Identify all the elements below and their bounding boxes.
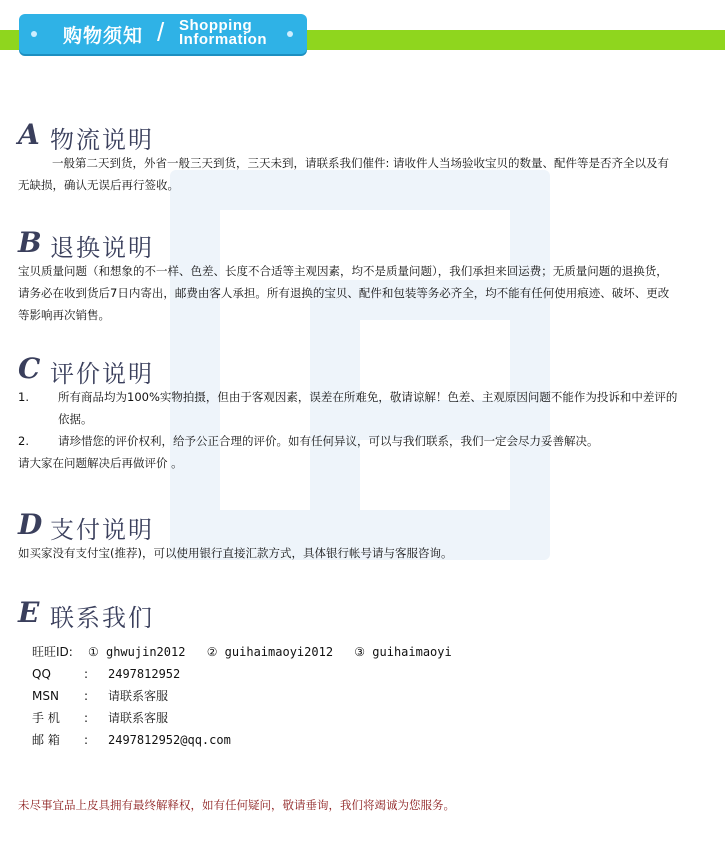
header-title-en <box>179 19 267 47</box>
section-letter: B <box>18 226 42 259</box>
section-contact <box>18 596 678 751</box>
contact-label: QQ <box>32 667 51 681</box>
reviews-item-1 <box>18 386 678 430</box>
section-returns-heading <box>18 226 678 260</box>
contact-label: 邮 箱 <box>32 733 60 747</box>
section-title: 退换说明 <box>50 234 154 262</box>
header-title-cn: 购物须知 <box>63 25 144 47</box>
header-title-badge <box>19 14 307 54</box>
msn-value: 请联系客服 <box>108 689 169 703</box>
email-value[interactable]: 2497812952@qq.com <box>108 733 231 747</box>
section-payment-heading <box>18 508 678 542</box>
contact-label: 旺旺ID: <box>32 645 73 659</box>
contact-row-wangwang <box>32 641 678 663</box>
wangwang-id[interactable]: ① ghwujin2012 <box>88 645 186 659</box>
contact-row-phone <box>32 707 678 729</box>
section-contact-heading <box>18 596 678 630</box>
reviews-item-text: 请珍惜您的评价权利，给予公正合理的评价。如有任何异议，可以与我们联系，我们一定会尽力妥善解决。 <box>58 434 599 448</box>
phone-value: 请联系客服 <box>108 711 169 725</box>
contact-row-msn <box>32 685 678 707</box>
qq-value: 2497812952 <box>108 667 181 681</box>
returns-text: 宝贝质量问题（和想象的不一样、色差、长度不合适等主观因素，均不是质量问题），我们承担来回运费；无质量问题的退换货，请务必在收到货后7日内寄出，邮费由客人承担。所有退换的宝贝、配件和包装等务必齐全，均不能有任何使用痕迹、破坏、更改等影响再次销售。 <box>18 264 670 322</box>
contact-list <box>18 641 678 751</box>
payment-text: 如买家没有支付宝(推荐)，可以使用银行直接汇款方式，具体银行帐号请与客服咨询。 <box>18 546 453 560</box>
header-slash: / <box>157 17 165 47</box>
wangwang-id[interactable]: ② guihaimaoyi2012 <box>206 645 334 659</box>
contact-row-qq <box>32 663 678 685</box>
reviews-item-text: 所有商品均为100%实物拍摄，但由于客观因素，误差在所难免，敬请谅解！色差、主观原因问题不能作为投诉和中差评的依据。 <box>58 390 678 426</box>
logistics-text: 一般第二天到货，外省一般三天到货，三天未到，请联系我们催件: 请收件人当场验收宝贝的数量、配件等是否齐全以及有无缺损，确认无误后再行签收。 <box>18 156 670 192</box>
section-letter: D <box>18 508 43 541</box>
reviews-tail-text: 请大家在问题解决后再做评价 。 <box>18 456 183 470</box>
section-reviews-heading <box>18 352 678 386</box>
section-title: 联系我们 <box>50 604 154 632</box>
reviews-item-number: 1. <box>18 390 29 404</box>
contact-label: MSN <box>32 689 59 703</box>
section-title: 支付说明 <box>50 516 154 544</box>
section-letter: E <box>18 596 40 629</box>
section-payment <box>18 508 678 564</box>
reviews-item-number: 2. <box>18 434 29 448</box>
contact-colon: : <box>84 711 89 725</box>
contact-colon: : <box>84 667 89 681</box>
contact-colon: : <box>84 689 89 703</box>
section-returns <box>18 226 678 326</box>
contact-colon: : <box>84 733 89 747</box>
section-letter: C <box>18 352 41 385</box>
wangwang-id-list <box>88 641 466 663</box>
contact-row-email <box>32 729 678 751</box>
header-dot-right <box>287 31 293 37</box>
section-title: 物流说明 <box>50 126 154 154</box>
header-title-en-line1: Shopping <box>179 17 253 34</box>
header-dot-left <box>31 31 37 37</box>
section-reviews <box>18 352 678 474</box>
reviews-item-2 <box>18 430 678 452</box>
footer-note: 未尽事宜品上皮具拥有最终解释权，如有任何疑问，敬请垂询，我们将竭诚为您服务。 <box>18 798 455 812</box>
section-letter: A <box>18 118 40 151</box>
wangwang-id[interactable]: ③ guihaimaoyi <box>354 645 452 659</box>
section-logistics-heading <box>18 118 678 152</box>
section-logistics <box>18 118 678 196</box>
header-title-en-line2: Information <box>179 31 267 48</box>
section-title: 评价说明 <box>50 360 154 388</box>
contact-label: 手 机 <box>32 711 60 725</box>
